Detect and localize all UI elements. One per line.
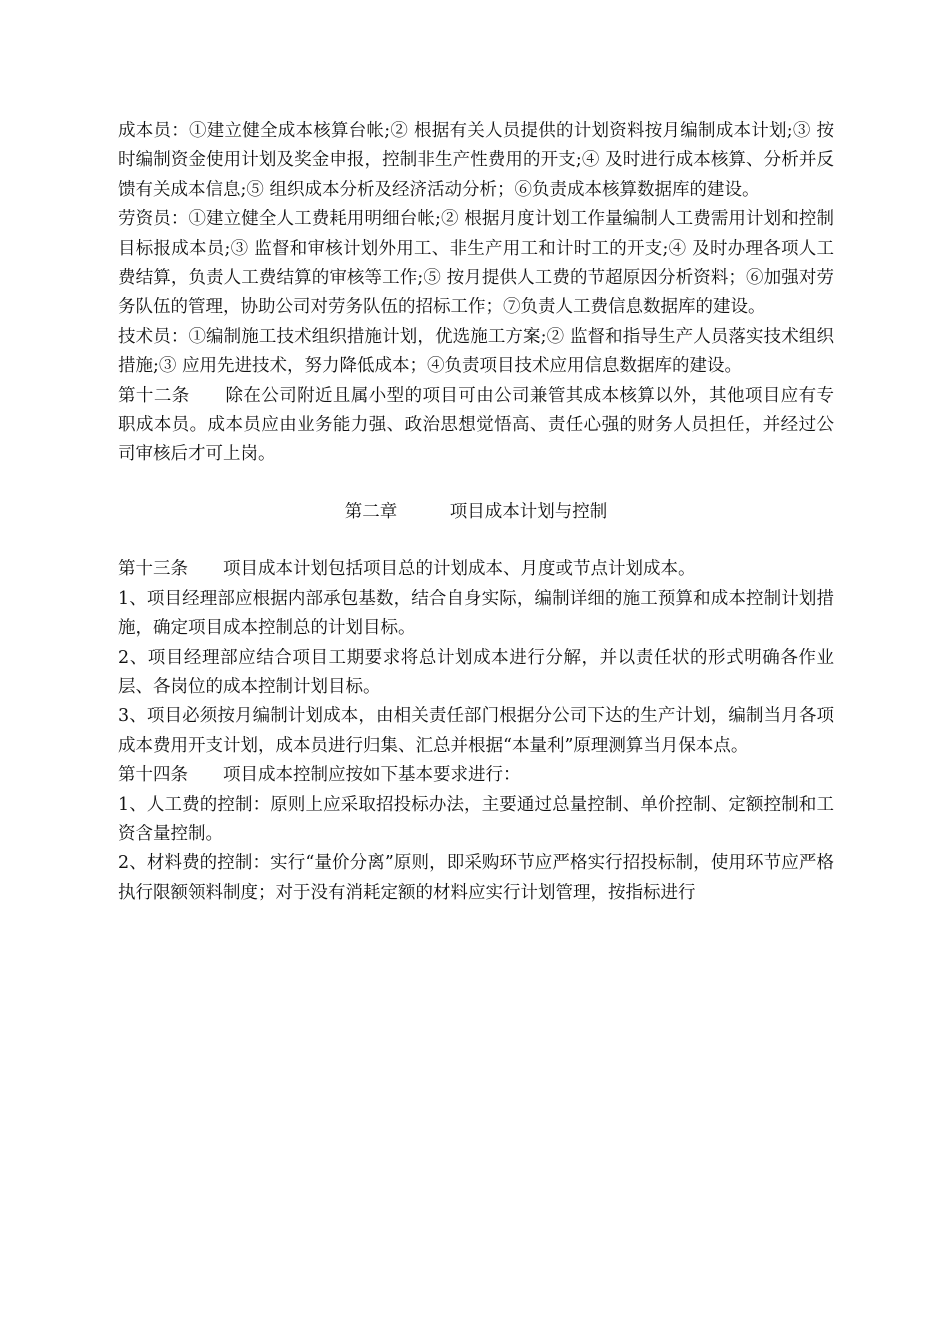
paragraph-material-cost-control: 2、材料费的控制：实行“量价分离”原则，即采购环节应严格实行招投标制，使用环节应严格执行限额领料制度；对于没有消耗定额的材料应实行计划管理，按指标进行 — [118, 853, 834, 903]
paragraph-article-12: 第十二条 除在公司附近且属小型的项目可由公司兼管其成本核算以外，其他项目应有专职成本员。成本员应由业务能力强、政治思想觉悟高、责任心强的财务人员担任，并经过公司审核后才可上岗。 — [118, 385, 834, 465]
paragraph-cost-clerk: 成本员：①建立健全成本核算台帐;② 根据有关人员提供的计划资料按月编制成本计划;③ 按时编制资金使用计划及奖金申报，控制非生产性费用的开支;④ 及时进行成本核算、分析并反馈有关成本信息;⑤ 组织成本分析及经济活动分析；⑥负责成本核算数据库的建设。 — [118, 121, 834, 200]
paragraph-item-2: 2、项目经理部应结合项目工期要求将总计划成本进行分解，并以责任状的形式明确各作业层、各岗位的成本控制计划目标。 — [118, 647, 834, 697]
paragraph-technician: 技术员：①编制施工技术组织措施计划，优选施工方案;② 监督和指导生产人员落实技术组织措施;③ 应用先进技术，努力降低成本；④负责项目技术应用信息数据库的建设。 — [118, 326, 834, 377]
paragraph-labor-clerk: 劳资员：①建立健全人工费耗用明细台帐;② 根据月度计划工作量编制人工费需用计划和控制目标报成本员;③ 监督和审核计划外用工、非生产用工和计时工的开支;④ 及时办理各项人工费结算，负责人工费结算的审核等工作;⑤ 按月提供人工费的节超原因分析资料；⑥加强对劳务队伍的管理，协助公司对劳务队伍的招标工作；⑦负责人工费信息数据库的建设。 — [118, 209, 834, 318]
paragraph-article-14: 第十四条 项目成本控制应按如下基本要求进行： — [118, 765, 521, 786]
paragraph-article-13: 第十三条 项目成本计划包括项目总的计划成本、月度或节点计划成本。 — [118, 559, 696, 580]
paragraph-labor-cost-control: 1、人工费的控制：原则上应采取招投标办法，主要通过总量控制、单价控制、定额控制和工资含量控制。 — [118, 794, 834, 844]
paragraph-item-1: 1、项目经理部应根据内部承包基数，结合自身实际，编制详细的施工预算和成本控制计划措施，确定项目成本控制总的计划目标。 — [118, 588, 834, 639]
paragraph-item-3: 3、项目必须按月编制计划成本，由相关责任部门根据分公司下达的生产计划，编制当月各项成本费用开支计划，成本员进行归集、汇总并根据“本量利”原理测算当月保本点。 — [118, 706, 834, 756]
chapter-heading: 第二章 项目成本计划与控制 — [344, 501, 608, 522]
document-page — [118, 117, 834, 908]
